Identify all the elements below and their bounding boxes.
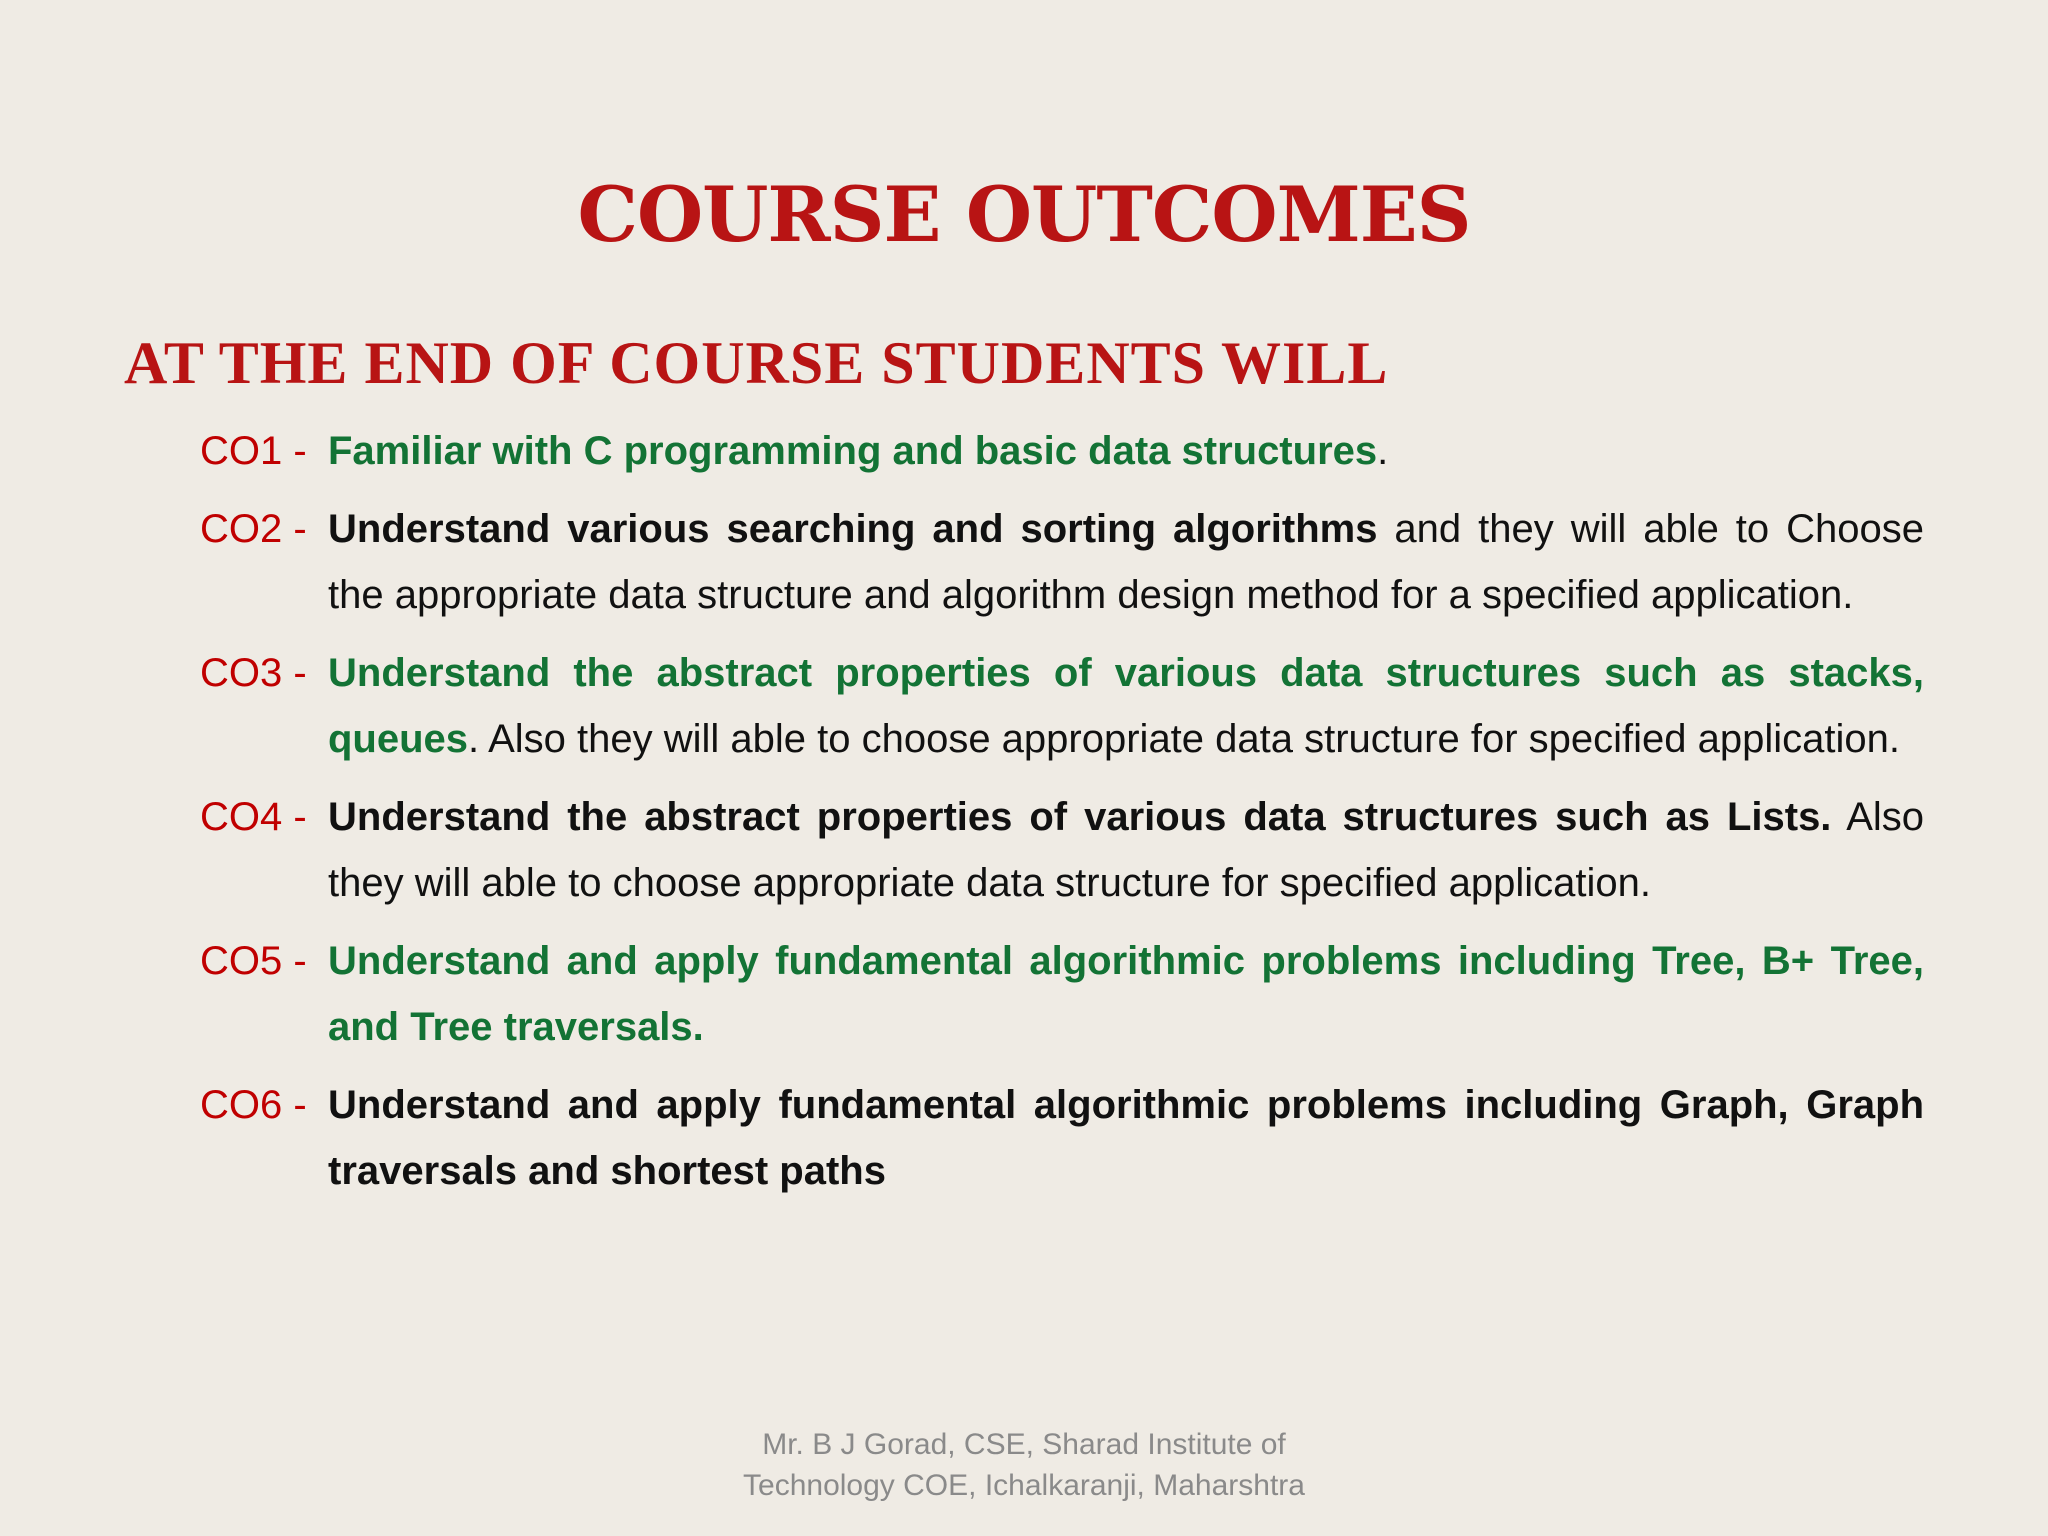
outcomes-list xyxy=(200,418,1924,1216)
outcome-code: CO1 - xyxy=(200,429,307,473)
outcome-text: . xyxy=(1377,429,1389,473)
outcome-code: CO6 - xyxy=(200,1083,307,1127)
outcome-text-highlight: Understand the abstract properties of various data structures such as Lists. xyxy=(328,795,1832,839)
outcome-co4 xyxy=(200,784,1924,916)
outcome-code: CO3 - xyxy=(200,651,307,695)
outcome-co2 xyxy=(200,496,1924,628)
outcome-co1 xyxy=(200,418,1924,484)
outcome-code: CO4 - xyxy=(200,795,307,839)
outcome-text-highlight: Understand various searching and sorting algorithms xyxy=(328,507,1378,551)
outcome-text-highlight: Understand and apply fundamental algorithmic problems including Tree, B+ Tree, and Tree traversals. xyxy=(328,939,1924,1049)
outcome-code: CO2 - xyxy=(200,507,307,551)
slide-subtitle: AT THE END OF COURSE STUDENTS WILL xyxy=(124,330,1389,396)
outcome-text-highlight: Understand and apply fundamental algorithmic problems including Graph, Graph traversals and shortest paths xyxy=(328,1083,1924,1193)
footer-line-1: Mr. B J Gorad, CSE, Sharad Institute of xyxy=(762,1428,1286,1461)
outcome-text: . Also they will able to choose appropriate data structure for specified application. xyxy=(468,717,1900,761)
outcome-text-highlight: Familiar with C programming and basic data structures xyxy=(328,429,1378,473)
outcome-text: Also they will able to choose appropriate data structure for specified application. xyxy=(328,795,1925,905)
outcome-co3 xyxy=(200,640,1924,772)
slide-footer xyxy=(0,1424,2048,1506)
outcome-text-highlight: Understand the abstract properties of various data structures such as stacks, queues xyxy=(328,651,1924,761)
outcome-code: CO5 - xyxy=(200,939,307,983)
outcome-text: and they will able to Choose the appropriate data structure and algorithm design method for a specified application. xyxy=(328,507,1924,617)
outcome-co6 xyxy=(200,1072,1924,1204)
slide-title: COURSE OUTCOMES xyxy=(577,170,1471,259)
footer-line-2: Technology COE, Ichalkaranji, Maharshtra xyxy=(743,1469,1305,1502)
outcome-co5 xyxy=(200,928,1924,1060)
